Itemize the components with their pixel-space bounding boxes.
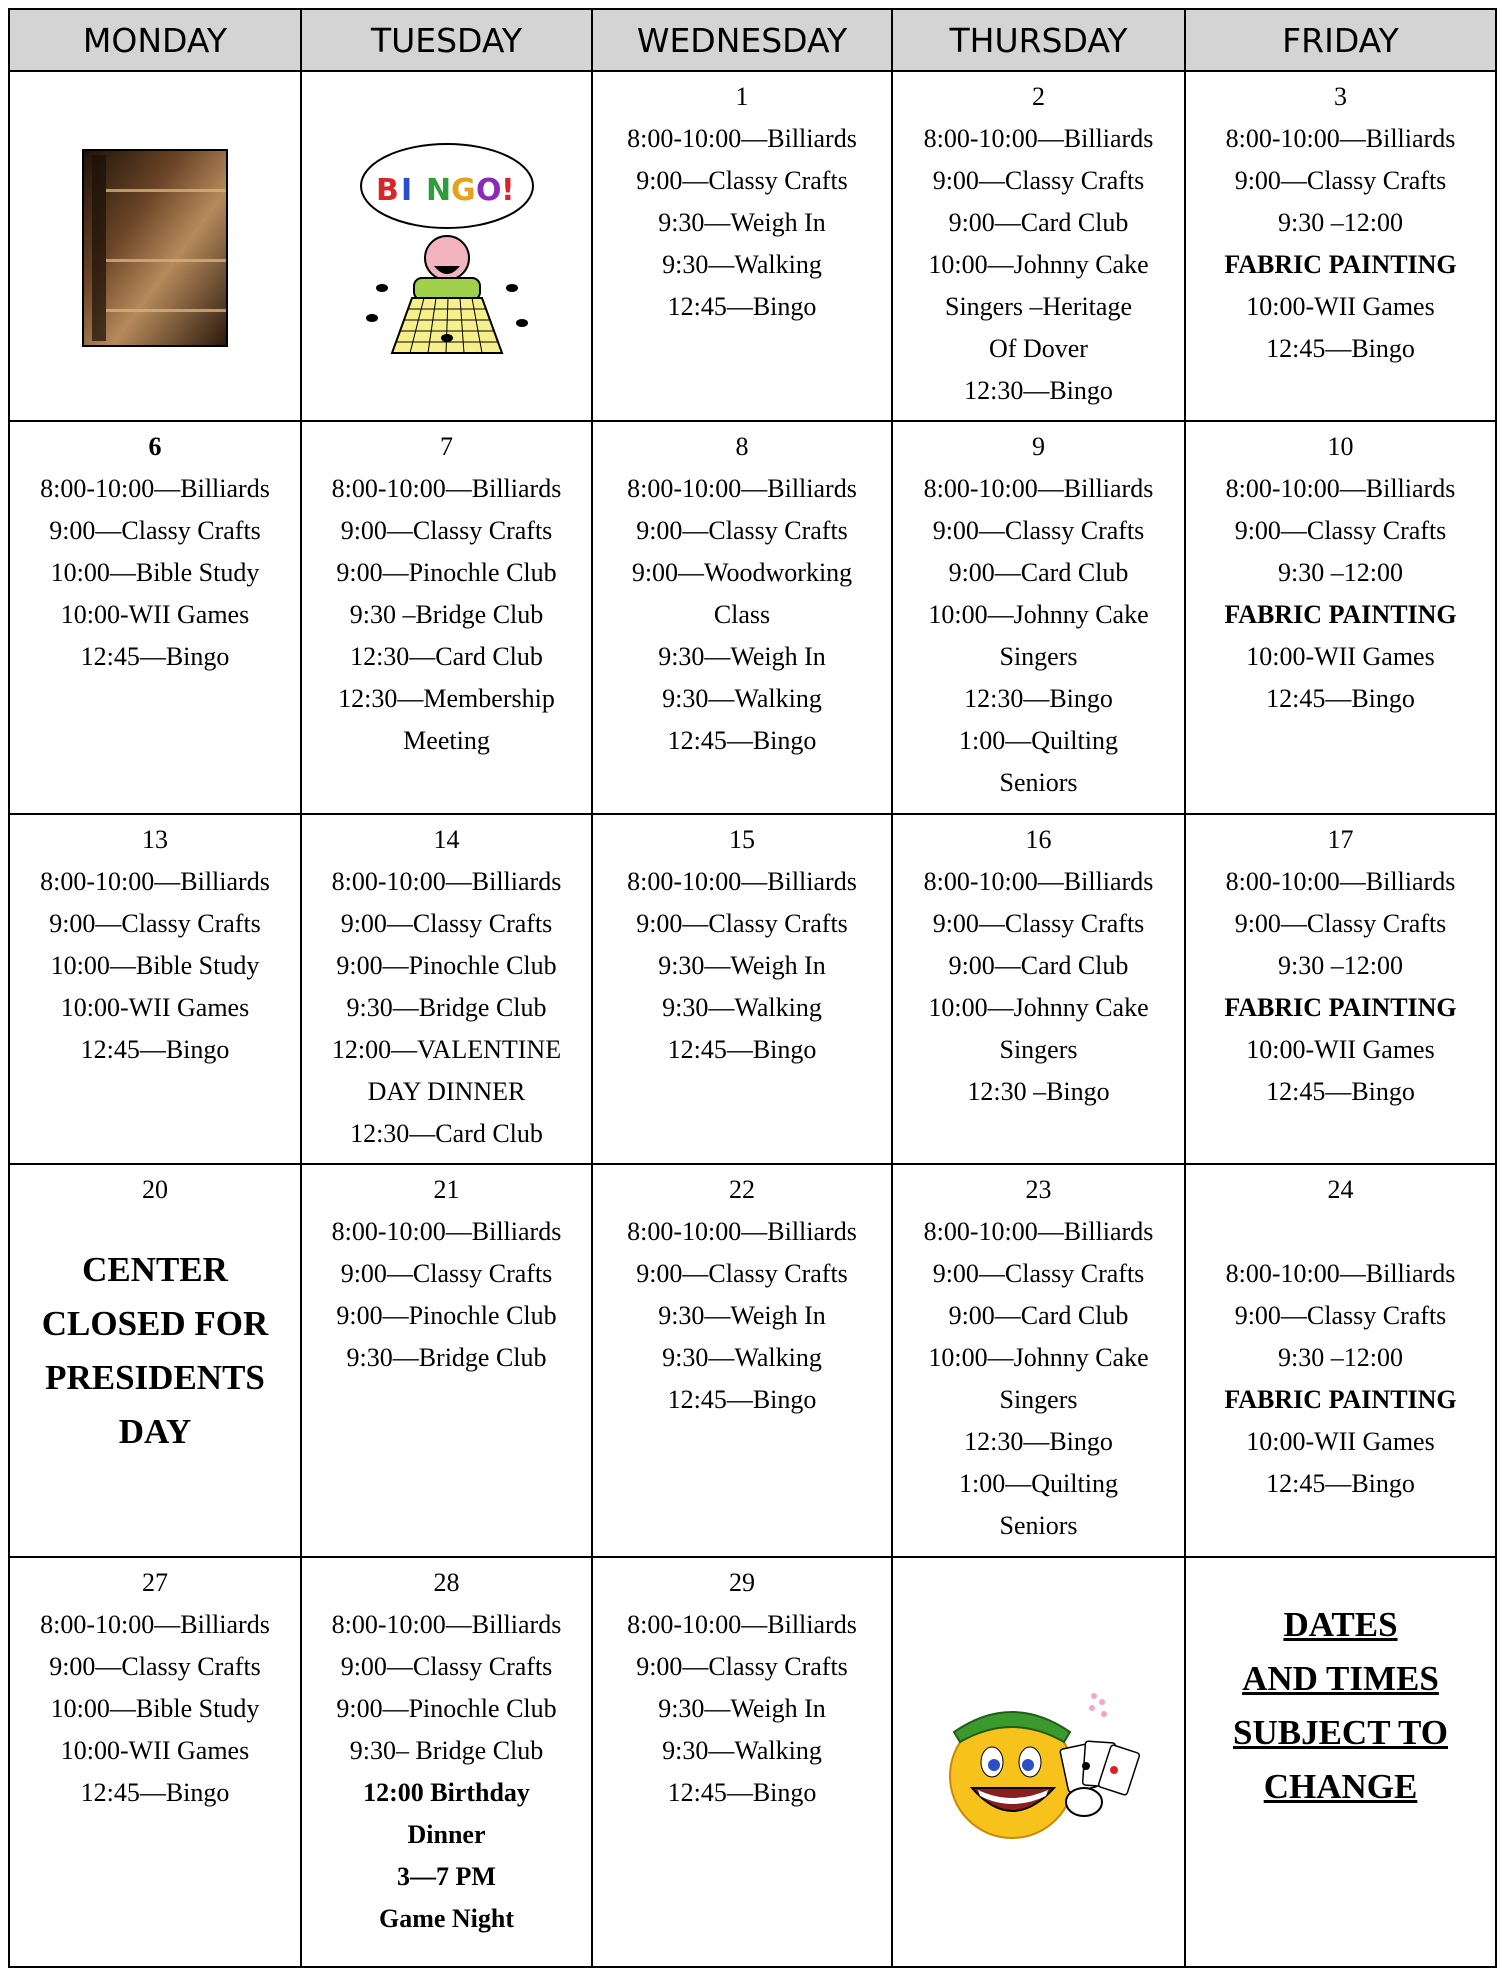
day-cell-friday [1185, 421, 1496, 814]
event-line: 12:00 Birthday [363, 1778, 530, 1808]
event-line: 9:00—Card Club [948, 558, 1129, 588]
event-line: 8:00-10:00—Billiards [627, 124, 857, 153]
event-line: 9:30 –12:00 [1278, 208, 1403, 237]
event-line: 9:30—Weigh In [658, 1301, 826, 1331]
event-line: 8:00-10:00—Billiards [40, 474, 270, 504]
event-line: FABRIC PAINTING [1224, 600, 1457, 630]
event-line: 8:00-10:00—Billiards [1225, 1259, 1456, 1289]
bingo-illustration [352, 138, 542, 358]
event-line: 9:00—Classy Crafts [932, 166, 1145, 195]
event-line: 12:45—Bingo [667, 1778, 817, 1808]
day-cell-tuesday [301, 1164, 592, 1557]
event-line: 8:00-10:00—Billiards [923, 474, 1154, 504]
event-line: Singers –Heritage [944, 292, 1132, 321]
event-line: 9:30—Weigh In [658, 951, 826, 981]
week-row [9, 1557, 1496, 1967]
day-cell-tuesday [301, 71, 592, 421]
closed-notice-line: PRESIDENTS [45, 1358, 265, 1398]
event-line: Seniors [999, 1511, 1078, 1541]
weekday-header-row [9, 9, 1496, 71]
event-line: 9:30—Weigh In [658, 642, 826, 672]
day-cell-thursday [892, 71, 1185, 421]
week-row [9, 421, 1496, 814]
event-line: 9:00—Classy Crafts [340, 1259, 553, 1289]
day-cell-thursday [892, 814, 1185, 1164]
date-number: 15 [729, 825, 755, 855]
event-line: 8:00-10:00—Billiards [627, 1217, 857, 1247]
event-line: 9:00—Card Club [948, 951, 1129, 981]
date-number: 28 [433, 1568, 460, 1598]
day-cell-wednesday [592, 1164, 892, 1557]
event-line: 9:00—Classy Crafts [932, 516, 1145, 546]
event-line: 10:00—Bible Study [50, 951, 260, 981]
event-line: FABRIC PAINTING [1224, 1385, 1457, 1415]
date-number: 9 [1032, 432, 1045, 462]
header-tuesday: TUESDAY [301, 9, 592, 71]
event-line: 9:00—Pinochle Club [336, 558, 557, 588]
day-cell-friday [1185, 1557, 1496, 1967]
event-line: Singers [999, 642, 1078, 672]
event-line: 8:00-10:00—Billiards [627, 1610, 857, 1640]
svg-text:G: G [450, 173, 476, 209]
event-line: 8:00-10:00—Billiards [331, 1610, 562, 1640]
day-cell-tuesday [301, 1557, 592, 1967]
svg-text:B: B [375, 173, 399, 209]
event-line: 12:45—Bingo [1266, 1469, 1415, 1499]
day-cell-monday [9, 421, 301, 814]
svg-text:I: I [400, 173, 412, 209]
event-line: 10:00—Johnny Cake [928, 600, 1149, 630]
day-cell-monday [9, 71, 301, 421]
event-line: 9:00—Classy Crafts [636, 1652, 848, 1682]
date-number: 14 [433, 825, 460, 855]
event-line: 9:30 –Bridge Club [349, 600, 544, 630]
event-line: 9:30—Weigh In [658, 208, 826, 237]
event-line: 9:00—Card Club [948, 208, 1129, 237]
event-line: 8:00-10:00—Billiards [627, 867, 857, 897]
event-line: 8:00-10:00—Billiards [1225, 124, 1456, 153]
schedule-change-notice [1186, 1598, 1495, 1814]
event-line: Class [713, 600, 771, 630]
event-line: 9:00—Classy Crafts [932, 1259, 1145, 1289]
header-friday: FRIDAY [1185, 9, 1496, 71]
svg-text:O: O [475, 173, 502, 209]
event-line: Of Dover [989, 334, 1088, 363]
calendar-table [8, 8, 1497, 1968]
week-row [9, 814, 1496, 1164]
event-line: 9:30—Walking [662, 250, 822, 279]
day-cell-friday [1185, 1164, 1496, 1557]
event-line: 9:00—Classy Crafts [636, 166, 848, 195]
header-monday: MONDAY [9, 9, 301, 71]
date-number: 10 [1327, 432, 1354, 462]
week-row [9, 71, 1496, 421]
event-line: Dinner [407, 1820, 486, 1850]
day-cell-friday [1185, 71, 1496, 421]
event-line: 8:00-10:00—Billiards [923, 124, 1154, 153]
event-line: 9:00—Classy Crafts [932, 909, 1145, 939]
event-line: 9:00—Pinochle Club [336, 951, 557, 981]
svg-text:!: ! [500, 173, 515, 209]
event-line: 9:30—Bridge Club [346, 1343, 547, 1373]
event-line: 9:00—Card Club [948, 1301, 1129, 1331]
date-number: 1 [735, 82, 749, 111]
event-line: 12:45—Bingo [80, 1778, 230, 1808]
event-line: FABRIC PAINTING [1224, 993, 1457, 1023]
week-row [9, 1164, 1496, 1557]
event-line: 8:00-10:00—Billiards [331, 474, 562, 504]
date-number: 29 [729, 1568, 755, 1598]
event-line: 10:00-WII Games [1246, 642, 1435, 672]
day-cell-wednesday [592, 1557, 892, 1967]
event-line: 8:00-10:00—Billiards [40, 867, 270, 897]
day-cell-tuesday [301, 814, 592, 1164]
event-line: 9:30—Weigh In [658, 1694, 826, 1724]
event-line: 12:45—Bingo [80, 1035, 230, 1065]
event-line: 12:45—Bingo [667, 726, 817, 756]
event-line: 10:00-WII Games [60, 600, 250, 630]
closed-notice-line: CENTER [82, 1250, 228, 1290]
event-line: 8:00-10:00—Billiards [331, 867, 562, 897]
event-line: 12:45—Bingo [1266, 334, 1415, 363]
date-number: 7 [440, 432, 453, 462]
day-cell-tuesday [301, 421, 592, 814]
event-line: 3—7 PM [397, 1862, 496, 1892]
event-line [1186, 1211, 1495, 1253]
date-number: 23 [1025, 1175, 1052, 1205]
event-line: Meeting [403, 726, 490, 756]
event-line: 9:00—Woodworking [631, 558, 853, 588]
event-line: 9:00—Classy Crafts [1234, 1301, 1447, 1331]
event-line: 9:00—Classy Crafts [340, 516, 553, 546]
date-number: 20 [142, 1175, 168, 1205]
event-line: 12:30—Card Club [350, 642, 543, 672]
event-line: 10:00—Johnny Cake [928, 1343, 1149, 1373]
event-line: 10:00—Bible Study [50, 1694, 260, 1724]
date-number: 6 [148, 432, 162, 462]
day-cell-wednesday [592, 814, 892, 1164]
event-line: 9:30 –12:00 [1278, 951, 1403, 981]
event-line: 10:00-WII Games [60, 1736, 250, 1766]
event-line: DAY DINNER [367, 1077, 526, 1107]
closed-notice-line: CLOSED FOR [41, 1304, 269, 1344]
day-cell-thursday [892, 1164, 1185, 1557]
event-line: Game Night [378, 1904, 515, 1934]
day-cell-wednesday [592, 71, 892, 421]
event-line: 9:30—Walking [662, 684, 822, 714]
date-number: 24 [1327, 1175, 1354, 1205]
day-cell-friday [1185, 814, 1496, 1164]
event-line: 12:30—Bingo [964, 684, 1113, 714]
event-line: 12:45—Bingo [80, 642, 230, 672]
notice-line: SUBJECT TO [1233, 1713, 1448, 1753]
day-cell-monday [9, 1164, 301, 1557]
event-line: 8:00-10:00—Billiards [1225, 474, 1456, 504]
event-line: 12:45—Bingo [667, 292, 817, 321]
event-line: 9:00—Classy Crafts [1234, 909, 1447, 939]
closed-notice [10, 1243, 300, 1459]
event-line: 12:45—Bingo [1266, 684, 1415, 714]
event-line: 12:30—Membership [338, 684, 555, 714]
event-line: 8:00-10:00—Billiards [627, 474, 857, 504]
event-line: 12:30—Bingo [964, 376, 1113, 405]
date-number: 3 [1334, 82, 1347, 111]
event-line: 8:00-10:00—Billiards [923, 1217, 1154, 1247]
event-line: 8:00-10:00—Billiards [331, 1217, 562, 1247]
date-number: 17 [1327, 825, 1354, 855]
event-line: 12:30—Bingo [964, 1427, 1113, 1457]
event-line: Singers [999, 1035, 1078, 1065]
event-line: 9:30—Walking [662, 1736, 822, 1766]
event-line: 9:00—Classy Crafts [340, 909, 553, 939]
event-line: 8:00-10:00—Billiards [1225, 867, 1456, 897]
event-line: 10:00-WII Games [1246, 1427, 1435, 1457]
event-line: 9:00—Classy Crafts [636, 909, 848, 939]
event-line: 9:30—Bridge Club [346, 993, 547, 1023]
notice-line: CHANGE [1263, 1767, 1418, 1807]
event-line: FABRIC PAINTING [1224, 250, 1457, 279]
event-line: 9:00—Classy Crafts [49, 516, 261, 546]
event-line: 8:00-10:00—Billiards [923, 867, 1154, 897]
event-line: Singers [999, 1385, 1078, 1415]
event-line: 12:45—Bingo [667, 1385, 817, 1415]
event-line: 10:00-WII Games [1246, 292, 1435, 321]
event-line: 12:00—VALENTINE [331, 1035, 562, 1065]
event-line: 10:00—Johnny Cake [928, 250, 1149, 279]
date-number: 27 [142, 1568, 168, 1598]
date-number: 22 [729, 1175, 755, 1205]
event-line: 12:45—Bingo [1266, 1077, 1415, 1107]
event-line: 9:30—Walking [662, 993, 822, 1023]
smiley-with-cards-illustration [934, 1684, 1144, 1844]
date-number: 16 [1025, 825, 1052, 855]
event-line: 10:00—Johnny Cake [928, 993, 1149, 1023]
event-line: 9:00—Classy Crafts [636, 516, 848, 546]
event-line: 8:00-10:00—Billiards [40, 1610, 270, 1640]
holy-bible-illustration [82, 149, 228, 347]
date-number: 8 [735, 432, 749, 462]
event-line: 9:30—Walking [662, 1343, 822, 1373]
event-line: 12:30 –Bingo [967, 1077, 1110, 1107]
event-line: 9:30 –12:00 [1278, 1343, 1403, 1373]
event-line: 1:00—Quilting [959, 1469, 1118, 1499]
event-line: 9:30– Bridge Club [349, 1736, 544, 1766]
event-line: Seniors [999, 768, 1078, 798]
day-cell-thursday [892, 421, 1185, 814]
event-line: 10:00-WII Games [1246, 1035, 1435, 1065]
svg-text:N: N [425, 173, 451, 209]
day-cell-monday [9, 1557, 301, 1967]
event-line: 9:00—Pinochle Club [336, 1301, 557, 1331]
day-cell-thursday [892, 1557, 1185, 1967]
event-line: 10:00-WII Games [60, 993, 250, 1023]
event-line: 10:00—Bible Study [50, 558, 260, 588]
date-number: 13 [142, 825, 168, 855]
cell-image [302, 138, 591, 358]
event-line: 9:00—Classy Crafts [636, 1259, 848, 1289]
event-line: 9:30 –12:00 [1278, 558, 1403, 588]
date-number: 2 [1032, 82, 1045, 111]
event-line: 12:45—Bingo [667, 1035, 817, 1065]
day-cell-monday [9, 814, 301, 1164]
header-wednesday: WEDNESDAY [592, 9, 892, 71]
day-cell-wednesday [592, 421, 892, 814]
cell-image [893, 1684, 1184, 1844]
header-thursday: THURSDAY [892, 9, 1185, 71]
event-line: 9:00—Pinochle Club [336, 1694, 557, 1724]
event-line: 9:00—Classy Crafts [49, 1652, 261, 1682]
event-line: 9:00—Classy Crafts [340, 1652, 553, 1682]
closed-notice-line: DAY [118, 1412, 192, 1452]
notice-line: AND TIMES [1242, 1659, 1439, 1699]
event-line: 12:30—Card Club [350, 1119, 543, 1149]
event-line: 9:00—Classy Crafts [49, 909, 261, 939]
event-line: 9:00—Classy Crafts [1234, 166, 1447, 195]
event-line: 1:00—Quilting [959, 726, 1118, 756]
event-line: 9:00—Classy Crafts [1234, 516, 1447, 546]
cell-image [10, 149, 300, 347]
date-number: 21 [433, 1175, 460, 1205]
notice-line: DATES [1283, 1605, 1398, 1645]
